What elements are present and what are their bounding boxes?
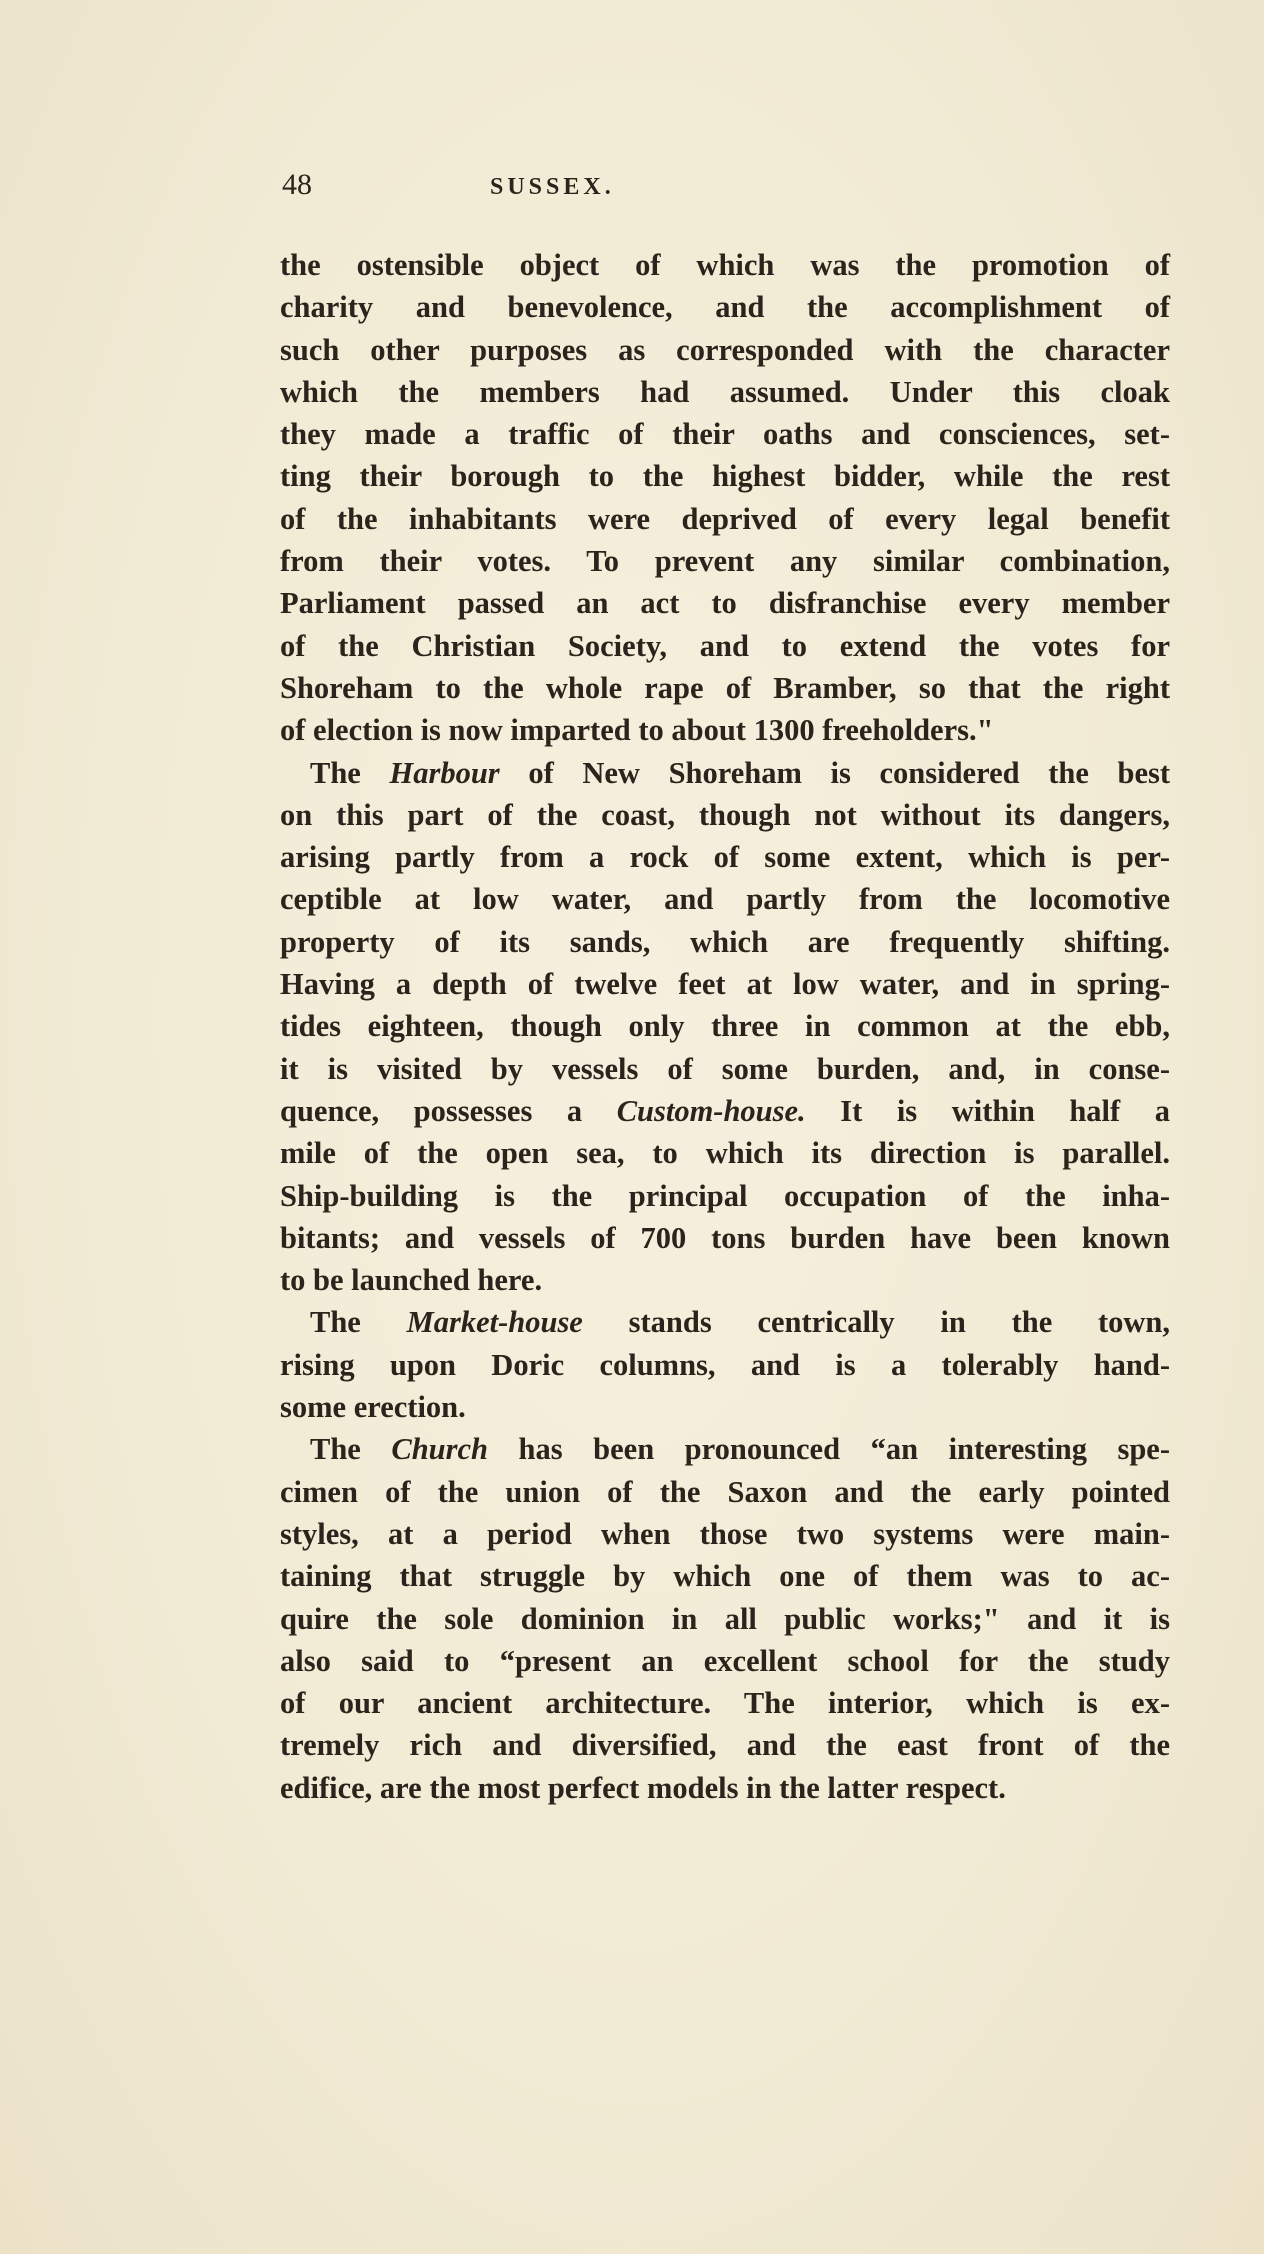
- text-segment: of New Shoreham is considered the best: [528, 755, 1171, 790]
- text-segment: It is within half a: [840, 1093, 1170, 1128]
- text-line: quire the sole dominion in all public works;" and it is: [280, 1601, 1170, 1636]
- text-line: styles, at a period when those two systems were main-: [280, 1516, 1170, 1551]
- text-line: charity and benevolence, and the accomplishment of: [280, 290, 1170, 325]
- text-line: Having a depth of twelve feet at low water, and in spring-: [280, 967, 1170, 1002]
- text-line: it is visited by vessels of some burden, and, in conse-: [280, 1051, 1170, 1086]
- italic-term: Harbour: [389, 755, 500, 790]
- text-line: of the inhabitants were deprived of every legal benefit: [280, 501, 1170, 536]
- text-segment: The: [310, 755, 361, 790]
- text-line: property of its sands, which are frequently shifting.: [280, 924, 1170, 959]
- text-line: [280, 752, 1170, 794]
- page-header: [282, 168, 982, 208]
- text-line: cimen of the union of the Saxon and the early pointed: [280, 1474, 1170, 1509]
- text-line: from their votes. To prevent any similar combination,: [280, 544, 1170, 579]
- text-line: of our ancient architecture. The interior, which is ex-: [280, 1686, 1170, 1721]
- text-line: ting their borough to the highest bidder, while the rest: [280, 459, 1170, 494]
- text-line: bitants; and vessels of 700 tons burden have been known: [280, 1220, 1170, 1255]
- text-line: of the Christian Society, and to extend the votes for: [280, 628, 1170, 663]
- text-segment: quence, possesses a: [280, 1093, 583, 1128]
- text-line: on this part of the coast, though not without its dangers,: [280, 797, 1170, 832]
- text-line: which the members had assumed. Under this cloak: [280, 374, 1170, 409]
- text-line: [280, 1301, 1170, 1343]
- text-line: Shoreham to the whole rape of Bramber, so that the right: [280, 670, 1170, 705]
- text-segment: The: [310, 1305, 361, 1340]
- text-line: such other purposes as corresponded with the character: [280, 332, 1170, 367]
- text-line: rising upon Doric columns, and is a tolerably hand-: [280, 1347, 1170, 1382]
- text-line: [280, 1428, 1170, 1470]
- running-head: SUSSEX.: [490, 174, 615, 200]
- text-segment: has been pronounced “an interesting spe-: [518, 1432, 1171, 1467]
- text-line: they made a traffic of their oaths and consciences, set-: [280, 417, 1170, 452]
- text-line: mile of the open sea, to which its direction is parallel.: [280, 1136, 1170, 1171]
- text-line: ceptible at low water, and partly from the locomotive: [280, 882, 1170, 917]
- text-line: Parliament passed an act to disfranchise every member: [280, 586, 1170, 621]
- italic-term: Church: [391, 1432, 489, 1467]
- text-line: the ostensible object of which was the promotion of: [280, 248, 1170, 282]
- text-line: edifice, are the most perfect models in the latter respect.: [280, 1770, 1006, 1805]
- body-text: [280, 244, 1170, 1809]
- text-line: taining that struggle by which one of them was to ac-: [280, 1559, 1170, 1594]
- text-line: tides eighteen, though only three in common at the ebb,: [280, 1009, 1170, 1044]
- text-line: of election is now imparted to about 1300 freeholders.": [280, 713, 994, 748]
- text-segment: The: [310, 1432, 361, 1467]
- text-line: Ship-building is the principal occupation of the inha-: [280, 1178, 1170, 1213]
- text-segment: stands centrically in the town,: [628, 1305, 1171, 1340]
- text-line: to be launched here.: [280, 1263, 543, 1298]
- page-number: 48: [282, 168, 312, 201]
- text-line: arising partly from a rock of some extent, which is per-: [280, 840, 1170, 875]
- italic-term: Custom-house.: [616, 1093, 806, 1128]
- text-line: tremely rich and diversified, and the east front of the: [280, 1728, 1170, 1763]
- text-line: some erection.: [280, 1390, 466, 1425]
- text-line: also said to “present an excellent school for the study: [280, 1643, 1170, 1678]
- text-line: [280, 1090, 1170, 1132]
- italic-term: Market-house: [406, 1305, 583, 1340]
